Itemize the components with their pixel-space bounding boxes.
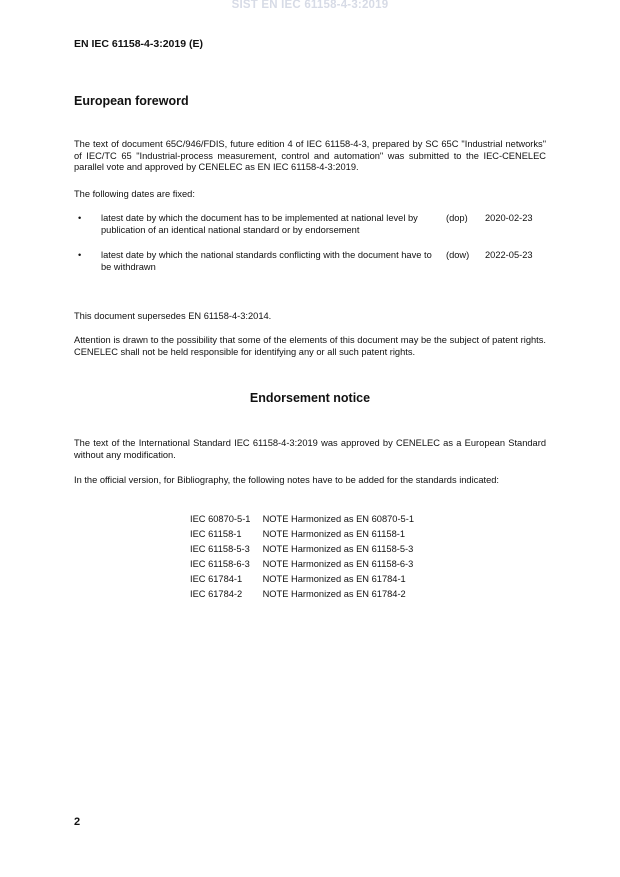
bullet-icon: •	[78, 213, 82, 223]
note-text: NOTE Harmonized as EN 61158-6-3	[262, 559, 414, 569]
note-row	[190, 542, 414, 557]
note-standard: IEC 61784-2	[190, 589, 243, 599]
foreword-intro-paragraph: The text of document 65C/946/FDIS, future edition 4 of IEC 61158-4-3, prepared by SC 65C "Industrial networks" of IEC/TC 65 "Industrial-process measurement, control and automation" was submitted to the IEC-CENELEC parallel vote and approved by CENELEC as EN IEC 61158-4-3:2019.	[74, 139, 546, 173]
bibliography-intro-paragraph: In the official version, for Bibliography, the following notes have to be added for the standards indicated:	[74, 475, 499, 485]
patent-paragraph: Attention is drawn to the possibility that some of the elements of this document may be the subject of patent rights. CENELEC shall not be held responsible for identifying any or all such patent rights.	[74, 335, 546, 357]
note-text: NOTE Harmonized as EN 61158-5-3	[262, 544, 414, 554]
note-standard: IEC 61784-1	[190, 574, 243, 584]
note-standard: IEC 61158-5-3	[190, 544, 250, 554]
note-row	[190, 557, 414, 572]
date-item-code: (dop)	[446, 213, 468, 223]
note-row	[190, 512, 414, 527]
supersedes-paragraph: This document supersedes EN 61158-4-3:2014.	[74, 311, 272, 321]
note-standard: IEC 60870-5-1	[190, 514, 251, 524]
foreword-heading: European foreword	[74, 94, 189, 108]
date-item-text: latest date by which the document has to be implemented at national level by publication of an identical national standard or by endorsement	[101, 213, 418, 235]
page-number: 2	[74, 816, 81, 828]
date-item-text: latest date by which the national standards conflicting with the document have to be withdrawn	[101, 250, 432, 272]
dates-intro-paragraph: The following dates are fixed:	[74, 189, 195, 199]
watermark: SIST EN IEC 61158-4-3:2019	[231, 0, 389, 11]
note-row	[190, 572, 414, 587]
approval-paragraph: The text of the International Standard IEC 61158-4-3:2019 was approved by CENELEC as a European Standard without any modification.	[74, 438, 546, 460]
note-text: NOTE Harmonized as EN 61784-2	[262, 589, 406, 599]
note-row	[190, 527, 414, 542]
note-text: NOTE Harmonized as EN 60870-5-1	[262, 514, 414, 524]
endorsement-heading: Endorsement notice	[249, 391, 371, 405]
note-text: NOTE Harmonized as EN 61158-1	[262, 529, 406, 539]
date-item-code: (dow)	[446, 250, 470, 260]
note-standard: IEC 61158-6-3	[190, 559, 250, 569]
date-item-date: 2020-02-23	[485, 213, 533, 223]
date-item-date: 2022-05-23	[485, 250, 533, 260]
bibliography-notes	[190, 512, 414, 602]
note-text: NOTE Harmonized as EN 61784-1	[262, 574, 406, 584]
bullet-icon: •	[78, 250, 82, 260]
running-header: EN IEC 61158-4-3:2019 (E)	[74, 38, 203, 50]
note-row	[190, 587, 414, 602]
note-standard: IEC 61158-1	[190, 529, 242, 539]
